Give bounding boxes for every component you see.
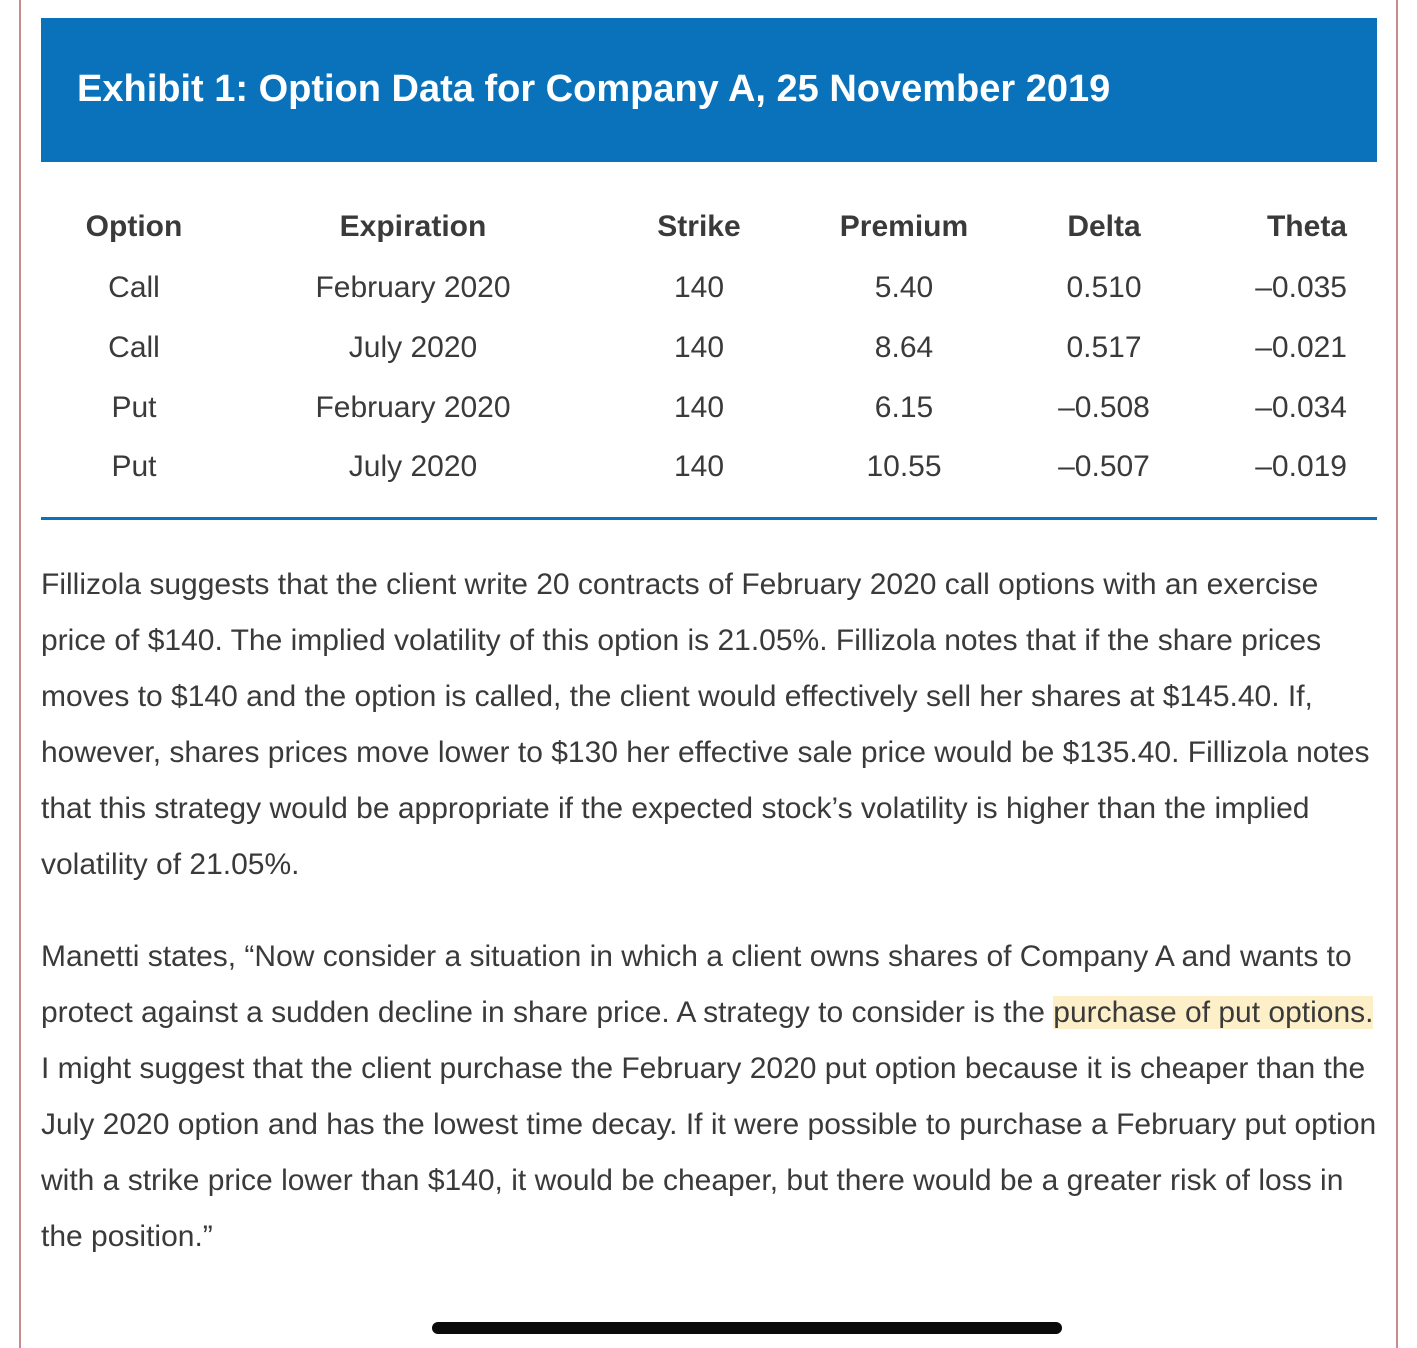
highlighted-text[interactable]: purchase of put options. <box>1053 996 1374 1029</box>
home-indicator-bar[interactable] <box>432 1322 1062 1334</box>
paragraph-manetti-rest: I might suggest that the client purchase the February 2020 put option because it is cheaper than the July 2020 option and has the lowest time decay. If it were possible to purchase a February put option with a strike price lower than $140, it would be cheaper, but there would be a greater risk of loss in the position.” <box>41 1052 1377 1253</box>
table-row <box>41 258 1377 318</box>
cell-theta: –0.035 <box>1255 271 1347 304</box>
cell-delta: 0.517 <box>1066 331 1142 364</box>
option-data-table <box>41 196 1377 496</box>
header-delta: Delta <box>1067 210 1141 243</box>
cell-expiration: July 2020 <box>348 450 478 483</box>
cell-delta: –0.507 <box>1058 450 1150 483</box>
cell-option: Call <box>108 331 160 364</box>
cell-strike: 140 <box>673 391 725 424</box>
cell-delta: –0.508 <box>1058 391 1150 424</box>
cell-premium: 6.15 <box>874 391 934 424</box>
cell-expiration: February 2020 <box>315 391 511 424</box>
exhibit-title: Exhibit 1: Option Data for Company A, 25 November 2019 <box>77 68 1111 110</box>
header-expiration: Expiration <box>339 210 487 243</box>
paragraph-fillizola: Fillizola suggests that the client write 20 contracts of February 2020 call options with an exercise price of $140. The implied volatility of this option is 21.05%. Fillizola notes that if the share prices moves to $140 and the option is called, the client would effectively sell her shares at $145.40. If, however, shares prices move lower to $130 her effective sale price would be $135.40. Fillizola notes that this strategy would be appropriate if the expected stock’s volatility is higher than the implied volatility of 21.05%. <box>41 568 1370 881</box>
header-premium: Premium <box>839 210 969 243</box>
table-row <box>41 318 1377 378</box>
cell-option: Put <box>111 450 157 483</box>
cell-premium: 8.64 <box>874 331 934 364</box>
cell-theta: –0.034 <box>1255 391 1347 424</box>
cell-theta: –0.021 <box>1255 331 1347 364</box>
paragraph-manetti-intro: Manetti states, “Now consider a situation in which a client owns shares of Company A and wants to protect against a sudden decline in share price. A strategy to consider is the <box>41 940 1352 1029</box>
cell-premium: 10.55 <box>866 450 942 483</box>
exhibit-header <box>41 18 1377 162</box>
cell-strike: 140 <box>673 271 725 304</box>
cell-expiration: February 2020 <box>315 271 511 304</box>
table-row <box>41 378 1377 438</box>
cell-option: Call <box>108 271 160 304</box>
cell-strike: 140 <box>673 450 725 483</box>
paragraph-manetti <box>41 929 1386 1265</box>
cell-expiration: July 2020 <box>348 331 478 364</box>
cell-delta: 0.510 <box>1066 271 1142 304</box>
cell-option: Put <box>111 391 157 424</box>
header-theta: Theta <box>1266 210 1347 243</box>
table-row <box>41 438 1377 496</box>
table-header-row <box>41 196 1377 258</box>
cell-premium: 5.40 <box>874 271 934 304</box>
table-bottom-rule <box>41 517 1377 520</box>
header-option: Option <box>85 210 183 243</box>
header-strike: Strike <box>657 210 741 243</box>
cell-theta: –0.019 <box>1255 450 1347 483</box>
cell-strike: 140 <box>673 331 725 364</box>
